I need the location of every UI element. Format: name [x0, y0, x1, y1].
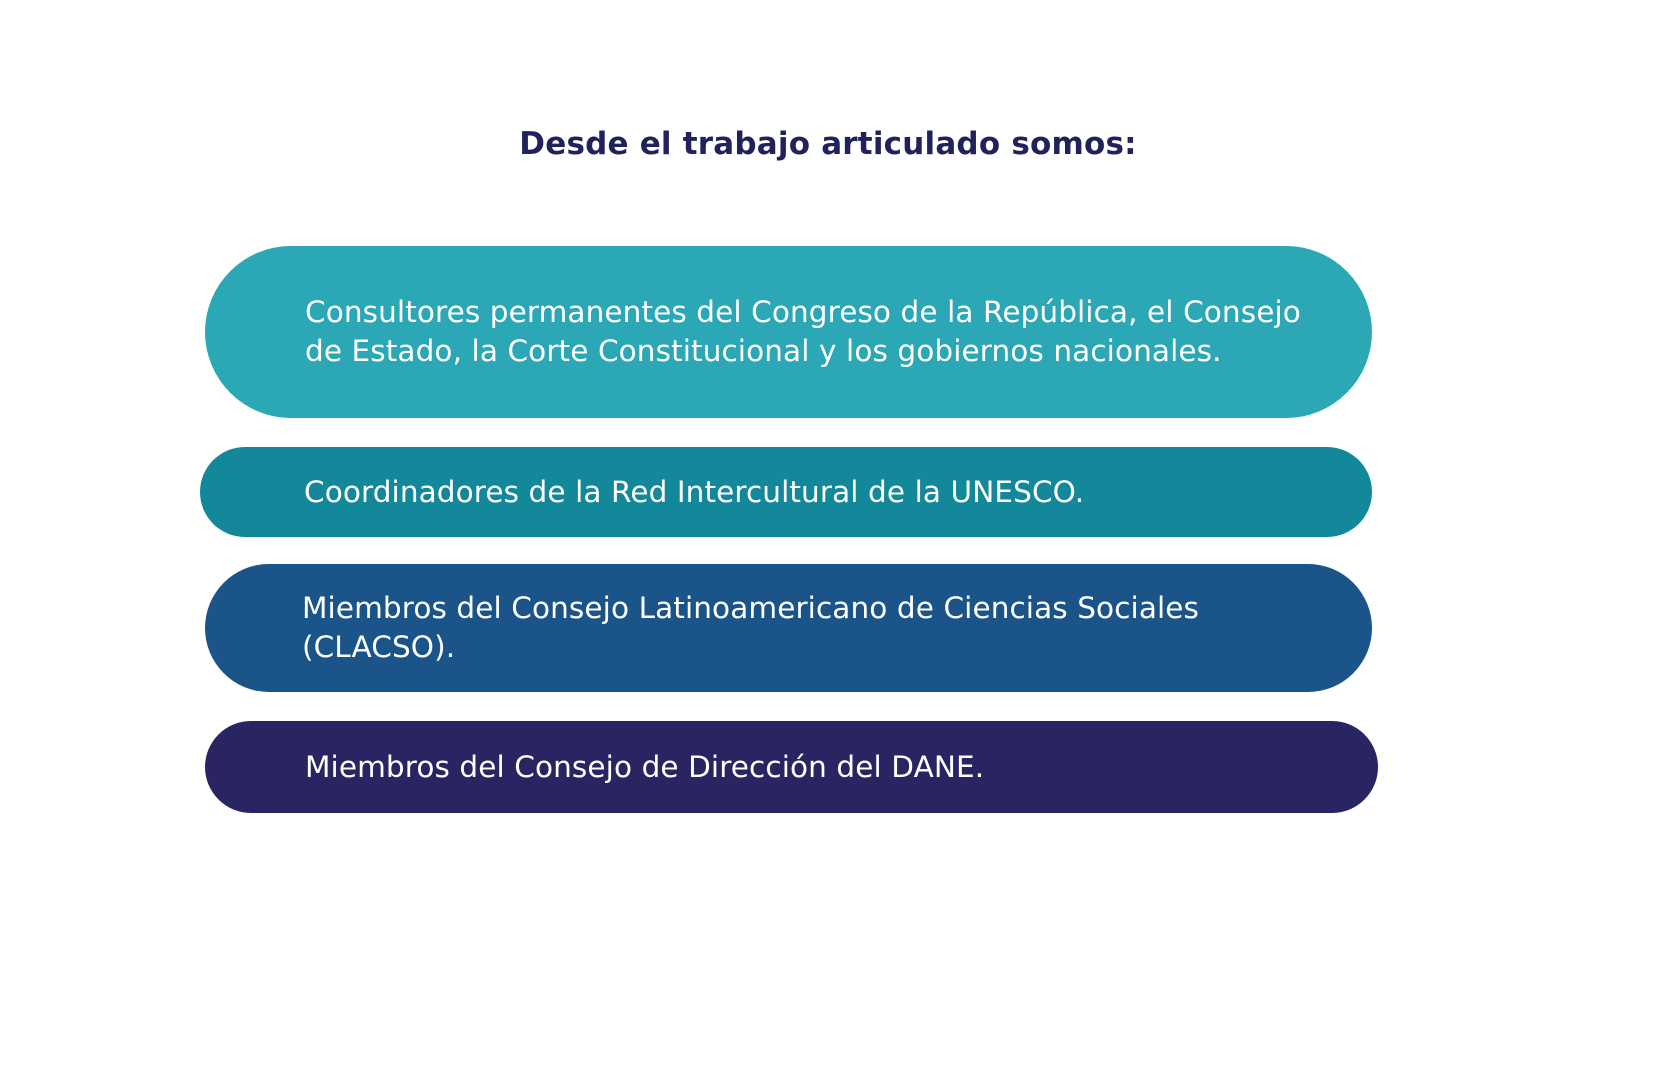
- list-item-2: [200, 447, 1372, 537]
- list-item-label: Consultores permanentes del Congreso de la República, el Consejo de Estado, la Corte Constitucional y los gobiernos nacionales.: [305, 295, 1301, 368]
- list-item-1: [205, 246, 1372, 418]
- list-item-label: Miembros del Consejo de Dirección del DANE.: [305, 749, 985, 784]
- page-title: Desde el trabajo articulado somos:: [519, 126, 1137, 162]
- list-item-label: Miembros del Consejo Latinoamericano de Ciencias Sociales (CLACSO).: [302, 591, 1200, 664]
- list-item-4: [205, 721, 1378, 813]
- list-item-label: Coordinadores de la Red Intercultural de la UNESCO.: [304, 474, 1085, 509]
- list-item-3: [205, 564, 1372, 692]
